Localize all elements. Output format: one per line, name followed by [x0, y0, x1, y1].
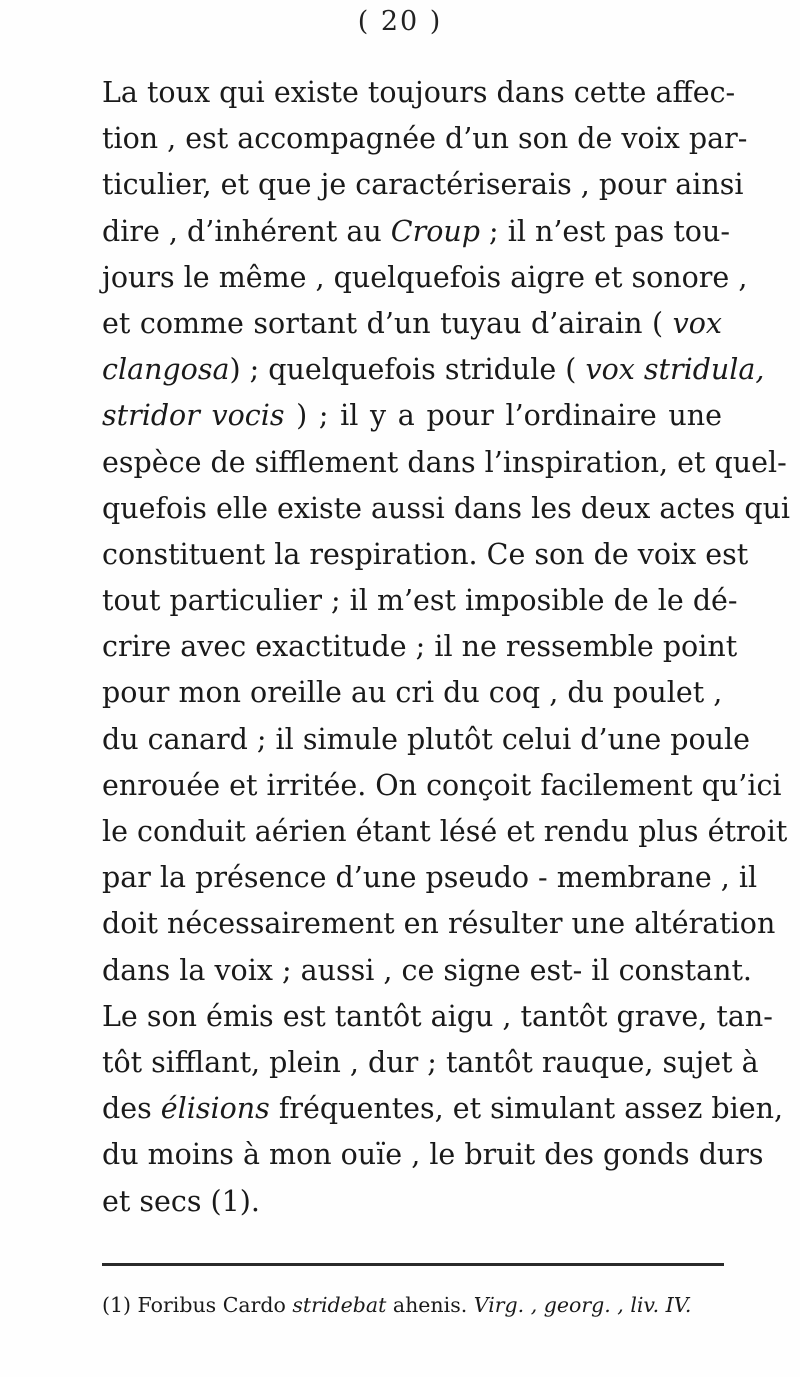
text-segment: enrouée et irritée. On conçoit facilement qu’ici: [102, 768, 782, 802]
text-segment: dire , d’inhérent au: [102, 214, 391, 248]
text-segment: pour mon oreille au cri du coq , du poulet ,: [102, 676, 723, 710]
footnote-text: ahenis.: [386, 1293, 474, 1317]
italic-text: Croup: [390, 214, 480, 248]
text-segment: et comme sortant d’un tuyau d’airain (: [102, 306, 673, 340]
text-segment: et secs (1).: [102, 1184, 260, 1218]
body-paragraph: [102, 70, 791, 1225]
text-segment: ) ; quelquefois stridule (: [229, 353, 586, 387]
text-line: [102, 1179, 722, 1225]
text-segment: ) ; il y a pour l’ordinaire une: [284, 399, 722, 433]
text-line: [102, 162, 744, 208]
text-line: [102, 948, 752, 994]
text-segment: fréquentes, et simulant assez bien,: [269, 1092, 784, 1126]
italic-text: vox stridula,: [585, 353, 765, 387]
text-line: [102, 855, 758, 901]
text-segment: le conduit aérien étant lésé et rendu plus étroit: [102, 815, 788, 848]
italic-text: élisions: [160, 1092, 270, 1126]
text-segment: ; il n’est pas tou-: [480, 214, 730, 248]
text-segment: doit nécessairement en résulter une altération: [102, 907, 776, 941]
text-line: [102, 1132, 764, 1178]
footnote: [102, 1290, 742, 1320]
footnote-italic-text: Virg. , georg. , liv. IV.: [473, 1293, 692, 1317]
text-line: [102, 393, 722, 439]
footnote-italic-text: stridebat: [292, 1293, 387, 1317]
footnote-separator: [102, 1263, 724, 1266]
text-segment: tôt sifflant, plein , dur ; tantôt rauque, sujet à: [102, 1045, 759, 1079]
text-line: [102, 809, 788, 855]
footnote-text: (1) Foribus Cardo: [102, 1293, 293, 1317]
text-line: [102, 1040, 759, 1086]
text-segment: espèce de sifflement dans l’inspiration, et quel-: [102, 445, 787, 479]
text-segment: par la présence d’une pseudo - membrane , il: [102, 861, 758, 895]
italic-text: stridor vocis: [102, 399, 285, 433]
text-line: [102, 717, 750, 763]
italic-text: vox: [672, 306, 722, 340]
italic-text: clangosa: [102, 353, 230, 387]
page-number: ( 20 ): [357, 6, 443, 37]
text-line: [102, 901, 776, 947]
text-segment: des: [102, 1092, 161, 1126]
text-line: [102, 578, 738, 624]
text-segment: Le son émis est tantôt aigu , tantôt grave, tan-: [102, 999, 773, 1033]
text-segment: du canard ; il simule plutôt celui d’une poule: [102, 722, 750, 756]
text-line: [102, 116, 748, 162]
text-segment: du moins à mon ouïe , le bruit des gonds durs: [102, 1138, 764, 1172]
text-line: [102, 301, 722, 347]
text-line: [102, 347, 765, 393]
text-line: [102, 70, 736, 116]
text-segment: crire avec exactitude ; il ne ressemble point: [102, 630, 738, 664]
text-segment: tout particulier ; il m’est imposible de le dé-: [102, 584, 738, 618]
text-segment: tion , est accompagnée d’un son de voix par-: [102, 122, 748, 156]
text-segment: dans la voix ; aussi , ce signe est- il constant.: [102, 953, 752, 987]
text-line: [102, 994, 773, 1040]
text-line: [102, 255, 748, 301]
text-segment: constituent la respiration. Ce son de voix est: [102, 537, 749, 571]
text-line: [102, 763, 782, 809]
text-line: [102, 624, 738, 670]
text-line: [102, 440, 787, 486]
text-line: [102, 486, 791, 532]
text-segment: quefois elle existe aussi dans les deux actes qui: [102, 491, 791, 525]
text-segment: jours le même , quelquefois aigre et sonore ,: [102, 260, 748, 294]
text-segment: ticulier, et que je caractériserais , pour ainsi: [102, 168, 744, 202]
text-line: [102, 670, 722, 716]
text-line: [102, 209, 730, 255]
text-line: [102, 532, 749, 578]
text-segment: La toux qui existe toujours dans cette affec-: [102, 76, 736, 109]
text-line: [102, 1086, 784, 1132]
